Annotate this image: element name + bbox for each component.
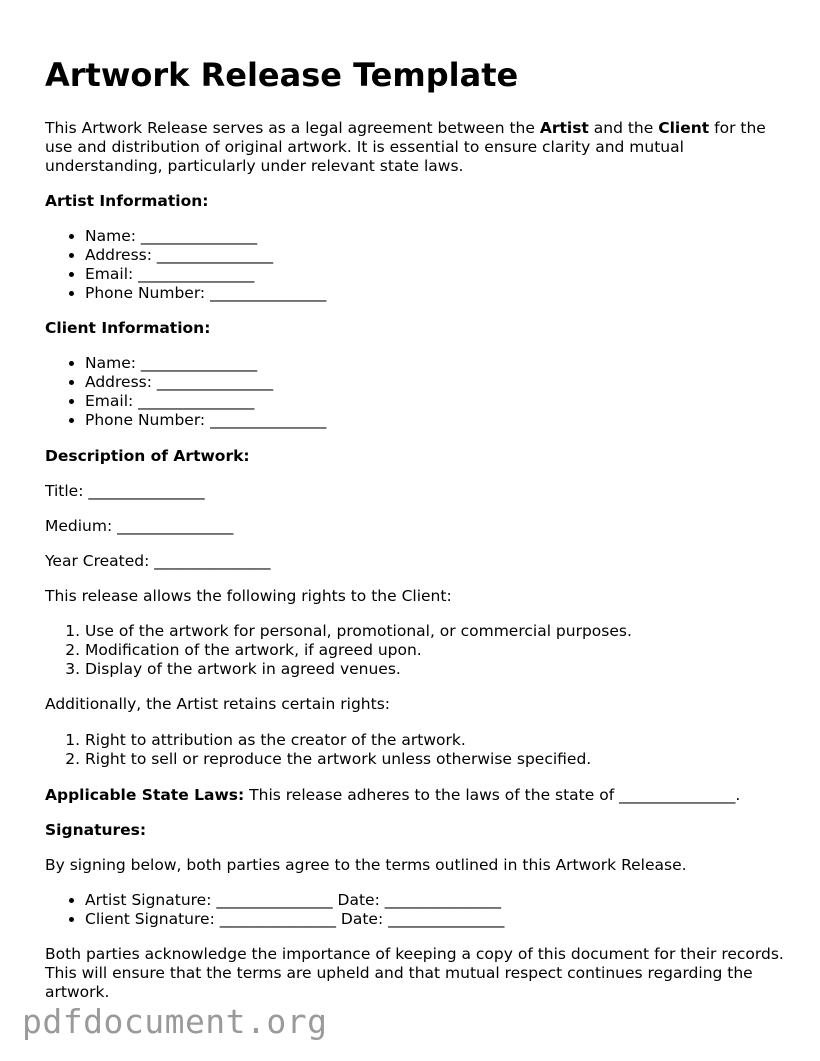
artist-info-heading: Artist Information: <box>45 192 209 210</box>
intro-text-2: and the <box>588 119 659 137</box>
watermark-text: pdfdocument.org <box>22 1002 328 1041</box>
intro-client: Client <box>658 119 710 137</box>
client-rights-intro: This release allows the following rights to the Client: <box>45 587 452 605</box>
client-info-heading: Client Information: <box>45 319 211 337</box>
client-right-item: 2. Modification of the artwork, if agreed upon. <box>85 641 632 660</box>
artist-signature-line: • Artist Signature: _______________ Date: _______________ <box>85 891 504 910</box>
state-laws-label: Applicable State Laws: <box>45 786 245 804</box>
artwork-title-field: Title: _______________ <box>45 482 205 500</box>
state-laws-paragraph <box>45 786 785 805</box>
closing-paragraph: Both parties acknowledge the importance of keeping a copy of this document for their records. This will ensure that the terms are upheld and that mutual respect continues regarding the artwork. <box>45 945 784 1001</box>
artist-phone-field: • Phone Number: _______________ <box>85 284 326 303</box>
client-phone-field: • Phone Number: _______________ <box>85 411 326 430</box>
client-right-item: 3. Display of the artwork in agreed venues. <box>85 660 632 679</box>
state-laws-text: This release adheres to the laws of the state of _______________. <box>244 786 741 804</box>
client-email-field: • Email: _______________ <box>85 392 326 411</box>
intro-artist: Artist <box>539 119 589 137</box>
artist-right-item: 2. Right to sell or reproduce the artwork unless otherwise specified. <box>85 750 591 769</box>
client-name-field: • Name: _______________ <box>85 354 326 373</box>
client-signature-line: • Client Signature: _______________ Date: _______________ <box>85 910 504 929</box>
signatures-intro: By signing below, both parties agree to the terms outlined in this Artwork Release. <box>45 856 687 874</box>
artist-info-list <box>45 227 326 303</box>
artist-email-field: • Email: _______________ <box>85 265 326 284</box>
artist-rights-list <box>45 731 591 769</box>
page-title: Artwork Release Template <box>45 56 519 94</box>
artwork-medium-field: Medium: _______________ <box>45 517 234 535</box>
client-address-field: • Address: _______________ <box>85 373 326 392</box>
client-rights-list <box>45 622 632 679</box>
signatures-list <box>45 891 504 929</box>
client-right-item: 1. Use of the artwork for personal, promotional, or commercial purposes. <box>85 622 632 641</box>
artist-name-field: • Name: _______________ <box>85 227 326 246</box>
signatures-heading: Signatures: <box>45 821 147 839</box>
intro-paragraph <box>45 119 785 176</box>
artist-address-field: • Address: _______________ <box>85 246 326 265</box>
client-info-list <box>45 354 326 430</box>
artwork-heading: Description of Artwork: <box>45 447 250 465</box>
artist-rights-intro: Additionally, the Artist retains certain rights: <box>45 695 391 713</box>
artist-right-item: 1. Right to attribution as the creator of the artwork. <box>85 731 591 750</box>
intro-text-3: for the use and distribution of original artwork. It is essential to ensure clarity and mutual understanding, particularly under relevant state laws. <box>45 119 766 175</box>
intro-text-1: This Artwork Release serves as a legal agreement between the <box>45 119 540 137</box>
artwork-year-field: Year Created: _______________ <box>45 552 271 570</box>
